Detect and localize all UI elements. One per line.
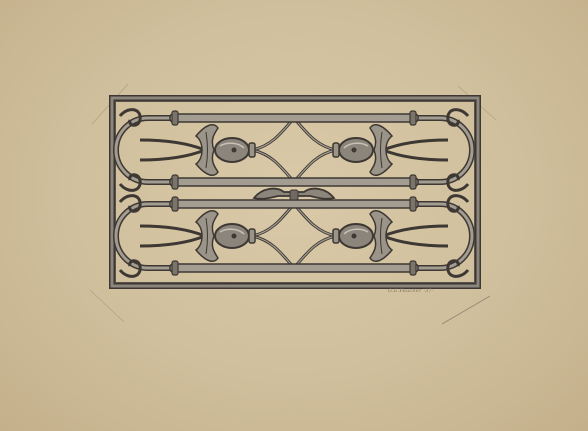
grille-ornament-bottom — [116, 196, 472, 277]
registration-mark — [90, 290, 124, 322]
central-cartouche — [254, 189, 334, 200]
artist-signature: G.E.Faucher ·37· — [388, 288, 434, 294]
registration-mark — [442, 296, 490, 324]
grille-ornament-top — [116, 110, 472, 191]
